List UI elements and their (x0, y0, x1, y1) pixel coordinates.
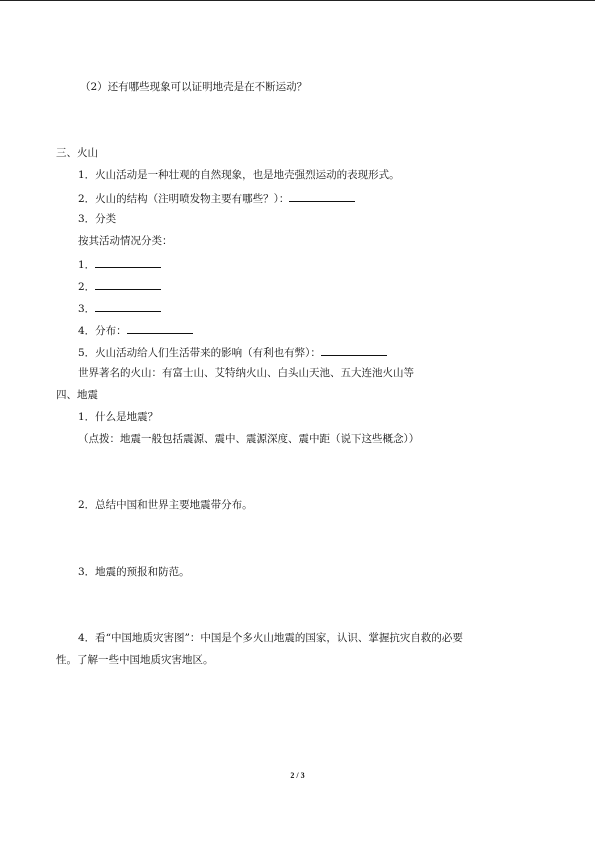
distribution-blank[interactable] (127, 322, 193, 334)
famous-volcanoes: 世界著名的火山：有富士山、艾特纳火山、白头山天池、五大连池火山等 (78, 367, 414, 379)
page-number: 2 / 3 (290, 771, 305, 780)
classification-1-blank[interactable] (95, 256, 161, 268)
classification-by-activity: 按其活动情况分类： (78, 235, 173, 247)
classification-sub-1-label: 1． (78, 259, 96, 271)
section-volcano-heading: 三、火山 (56, 147, 98, 159)
volcano-structure-blank[interactable] (289, 190, 355, 202)
volcano-item-1: 1．火山活动是一种壮观的自然现象，也是地壳强烈运动的表现形式。 (78, 169, 400, 181)
volcano-item-2-text: 2．火山的结构（注明喷发物主要有哪些？）： (78, 193, 290, 205)
classification-sub-3 (78, 300, 161, 316)
earthquake-hint: （点拨：地震一般包括震源、震中、震源深度、震中距（说下这些概念）） (78, 433, 420, 445)
volcano-item-4 (78, 322, 193, 338)
volcano-item-4-text: 4．分布： (78, 325, 127, 337)
classification-sub-1 (78, 256, 161, 272)
volcano-item-5-text: 5．火山活动给人们生活带来的影响（有利也有弊）： (78, 347, 321, 359)
earthquake-item-1: 1．什么是地震？ (78, 411, 159, 423)
earthquake-item-4-line-1: 4．看“中国地质灾害图”：中国是个多火山地震的国家，认识、掌握抗灾自救的必要 (78, 632, 463, 644)
section-earthquake-heading: 四、地震 (56, 389, 98, 401)
classification-sub-2 (78, 278, 161, 294)
classification-sub-3-label: 3． (78, 303, 96, 315)
earthquake-item-3: 3．地震的预报和防范。 (78, 566, 190, 578)
classification-3-blank[interactable] (95, 300, 161, 312)
volcano-item-2 (78, 190, 355, 206)
earthquake-item-2: 2．总结中国和世界主要地震带分布。 (78, 499, 253, 511)
classification-sub-2-label: 2． (78, 281, 96, 293)
volcano-item-3: 3．分类 (78, 213, 117, 225)
classification-2-blank[interactable] (95, 278, 161, 290)
volcano-item-5 (78, 344, 387, 360)
earthquake-item-4-line-2: 性。了解一些中国地质灾害地区。 (56, 654, 214, 666)
question-crust-movement-evidence: （2）还有哪些现象可以证明地壳是在不断运动？ (80, 81, 308, 93)
impact-blank[interactable] (321, 344, 387, 356)
top-border-line (0, 0, 595, 1)
